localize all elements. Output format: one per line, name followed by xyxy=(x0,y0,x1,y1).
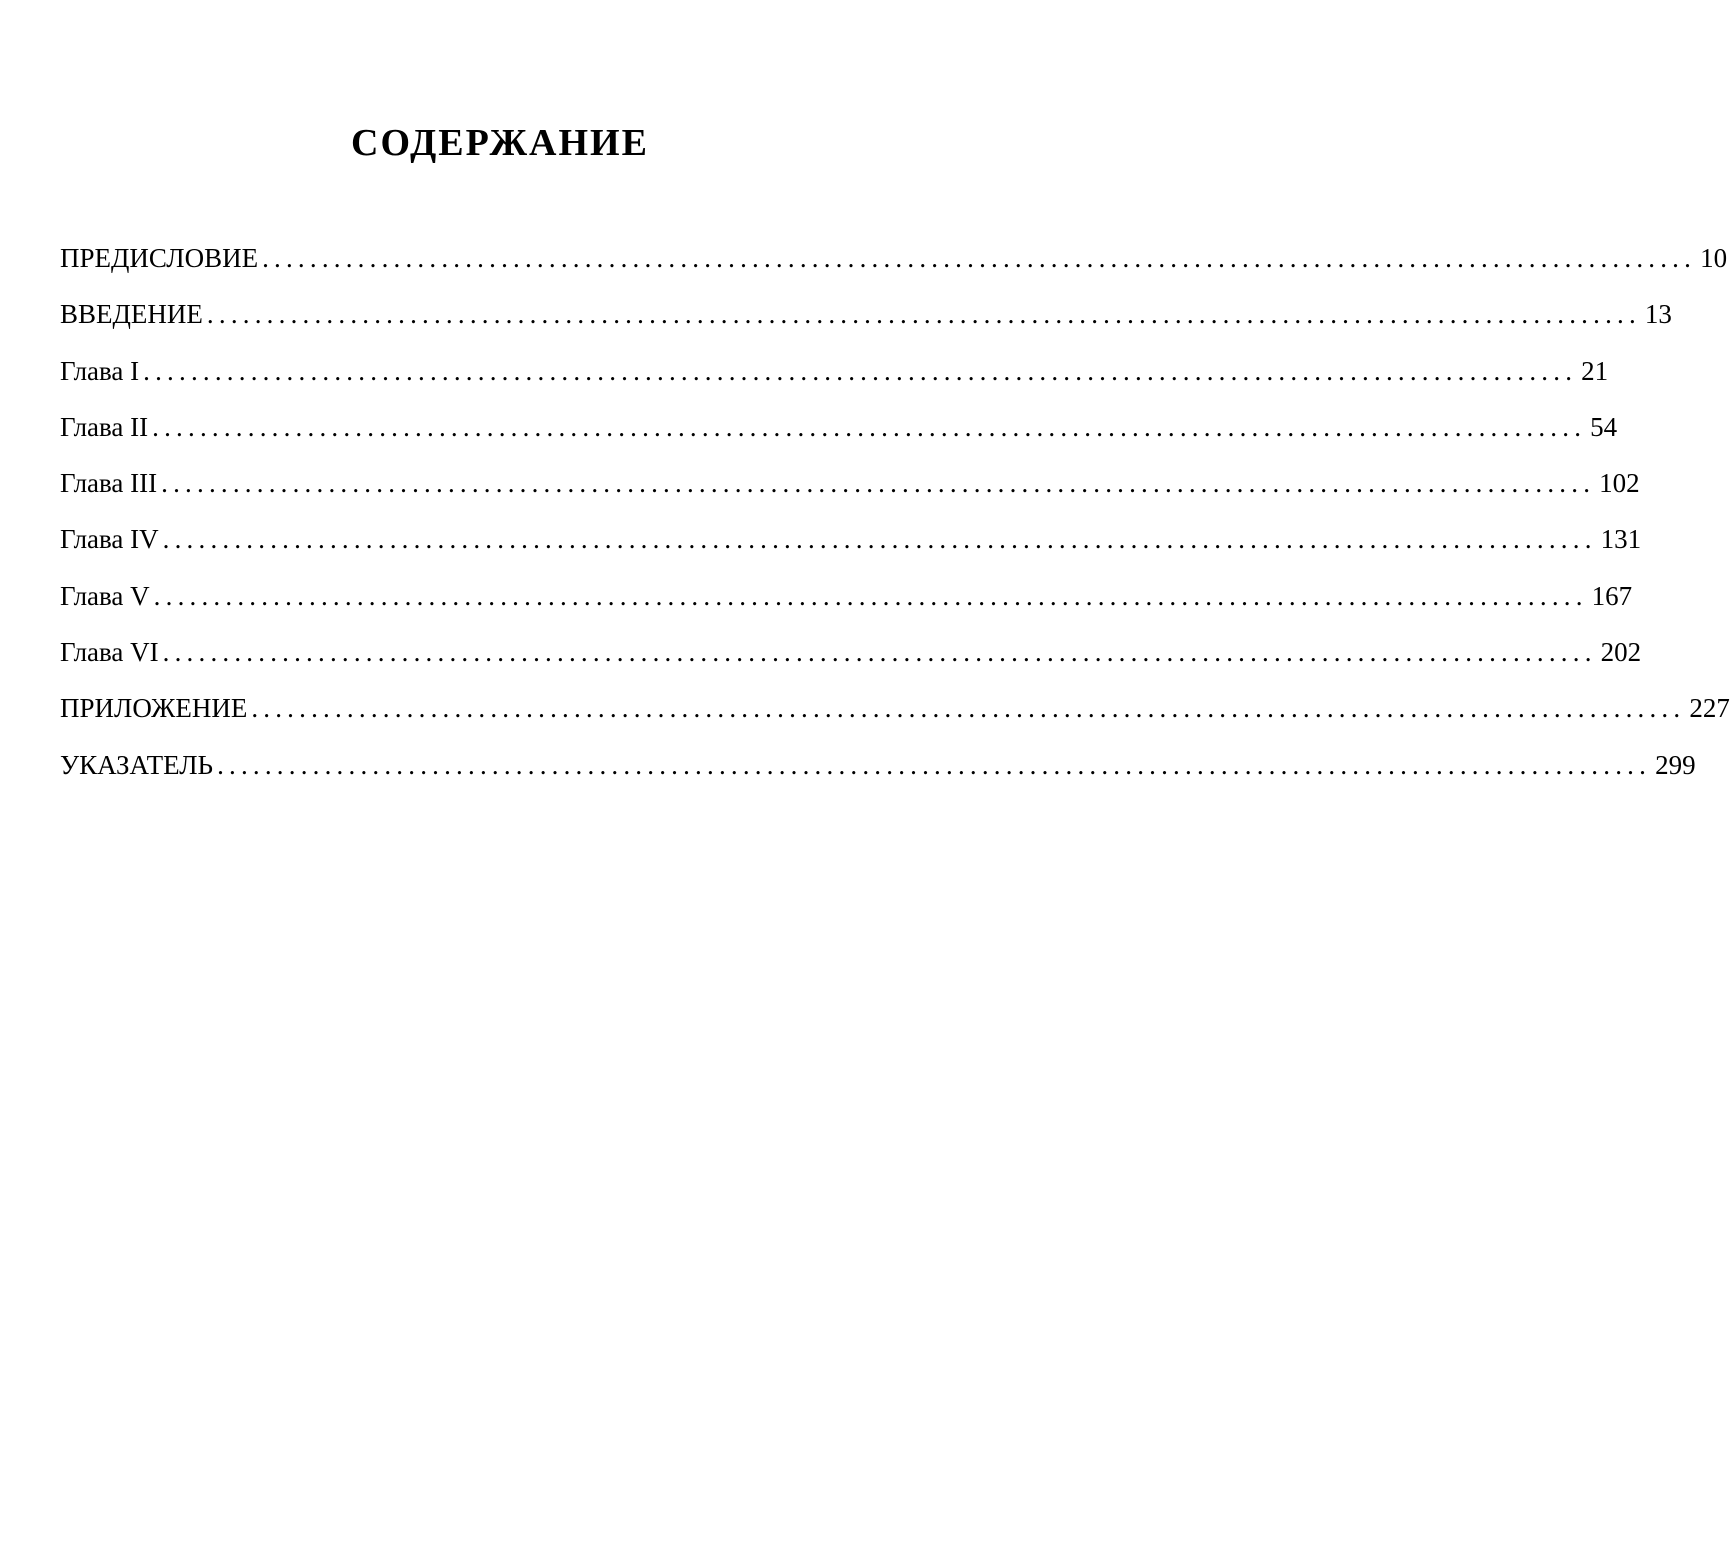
dot-leader: ........................................................................................................................ xyxy=(153,580,1588,611)
dot-leader: ........................................................................................................................ xyxy=(143,355,1578,386)
toc-entry-label: Глава V xyxy=(60,580,150,611)
toc-entry-label: УКАЗАТЕЛЬ xyxy=(60,749,214,780)
toc-page-number: 102 xyxy=(1599,468,1640,499)
dot-leader: ........................................................................................................................ xyxy=(161,468,1596,499)
dot-leader: ........................................................................................................................ xyxy=(162,524,1597,555)
page-title: СОДЕРЖАНИЕ xyxy=(351,122,649,164)
toc-entry-chapter-3[interactable] xyxy=(60,463,1640,519)
toc-page-number: 202 xyxy=(1600,637,1642,668)
toc-entry-introduction[interactable] xyxy=(60,294,1672,350)
table-of-contents xyxy=(60,238,1730,801)
toc-entry-appendix[interactable] xyxy=(60,688,1730,744)
toc-page-number: 167 xyxy=(1591,580,1633,611)
toc-entry-label: Глава VI xyxy=(60,637,159,668)
dot-leader: ........................................................................................................................ xyxy=(206,299,1641,330)
toc-entry-label: Глава II xyxy=(60,411,149,442)
toc-entry-chapter-5[interactable] xyxy=(60,576,1633,632)
toc-entry-index[interactable] xyxy=(60,745,1696,801)
dot-leader: ........................................................................................................................ xyxy=(262,243,1697,273)
toc-page-number: 54 xyxy=(1590,411,1618,442)
toc-entry-label: ПРЕДИСЛОВИЕ xyxy=(60,243,259,273)
toc-page-number: 10 xyxy=(1700,243,1728,273)
toc-entry-label: Глава IV xyxy=(60,524,159,555)
toc-entry-label: Глава I xyxy=(60,355,140,386)
toc-entry-chapter-6[interactable] xyxy=(60,632,1642,688)
dot-leader: ........................................................................................................................ xyxy=(152,411,1587,442)
toc-page-number: 131 xyxy=(1600,524,1642,555)
dot-leader: ........................................................................................................................ xyxy=(251,693,1686,724)
toc-entry-label: ВВЕДЕНИЕ xyxy=(60,299,203,330)
toc-entry-label: ПРИЛОЖЕНИЕ xyxy=(60,693,248,724)
toc-entry-chapter-1[interactable] xyxy=(60,351,1609,407)
dot-leader: ........................................................................................................................ xyxy=(162,637,1597,668)
toc-entry-chapter-4[interactable] xyxy=(60,519,1642,575)
toc-entry-preface[interactable] xyxy=(60,238,1728,294)
toc-page-number: 21 xyxy=(1581,355,1609,386)
toc-page-number: 299 xyxy=(1655,749,1696,780)
dot-leader: ........................................................................................................................ xyxy=(217,749,1652,780)
toc-page-number: 13 xyxy=(1644,299,1672,330)
toc-page-number: 227 xyxy=(1689,693,1730,724)
toc-entry-label: Глава III xyxy=(60,468,158,499)
toc-entry-chapter-2[interactable] xyxy=(60,407,1618,463)
